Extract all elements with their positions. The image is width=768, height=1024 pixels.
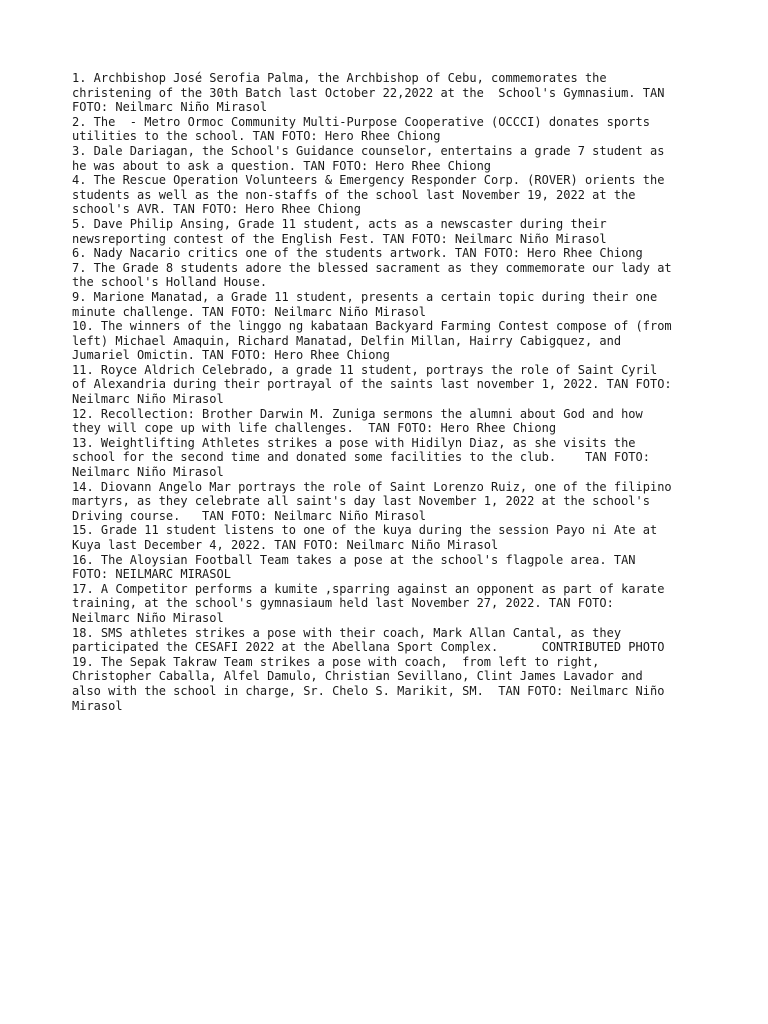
caption-line: 4. The Rescue Operation Volunteers & Emergency Responder Corp. (ROVER) orients the: [72, 173, 665, 188]
caption-line: 1. Archbishop José Serofia Palma, the Archbishop of Cebu, commemorates the: [72, 71, 607, 85]
caption-line: Kuya last December 4, 2022. TAN FOTO: Neilmarc Niño Mirasol: [72, 538, 499, 552]
caption-line: the school's Holland House.: [72, 275, 268, 290]
caption-line: Neilmarc Niño Mirasol: [72, 392, 224, 407]
caption-line: 6. Nady Nacario critics one of the students artwork. TAN FOTO: Hero Rhee Chiong: [72, 246, 643, 261]
caption-line: left) Michael Amaquin, Richard Manatad, Delfin Millan, Hairry Cabigquez, and: [72, 333, 622, 348]
caption-line: they will cope up with life challenges. TAN FOTO: Hero Rhee Chiong: [72, 421, 557, 436]
caption-line: Neilmarc Niño Mirasol: [72, 465, 224, 480]
caption-line: 10. The winners of the linggo ng kabataan Backyard Farming Contest compose of (from: [72, 319, 672, 334]
caption-line: also with the school in charge, Sr. Chelo S. Marikit, SM. TAN FOTO: Neilmarc Niño: [72, 683, 665, 698]
caption-line: 17. A Competitor performs a kumite ,sparring against an opponent as part of karate: [72, 581, 665, 596]
caption-line: utilities to the school. TAN FOTO: Hero Rhee Chiong: [72, 129, 441, 144]
caption-line: Driving course. TAN FOTO: Neilmarc Niño Mirasol: [72, 508, 427, 523]
caption-line: Mirasol: [72, 698, 123, 713]
caption-line: 19. The Sepak Takraw Team strikes a pose with coach, from left to right,: [72, 654, 600, 669]
photo-captions-list: [72, 71, 702, 713]
caption-line: participated the CESAFI 2022 at the Abellana Sport Complex. CONTRIBUTED PHOTO: [72, 640, 665, 655]
caption-line: 5. Dave Philip Ansing, Grade 11 student, acts as a newscaster during their: [72, 216, 607, 231]
caption-line: FOTO: Neilmarc Niño Mirasol: [72, 100, 268, 115]
caption-line: he was about to ask a question. TAN FOTO: Hero Rhee Chiong: [72, 158, 492, 173]
caption-line: 14. Diovann Angelo Mar portrays the role of Saint Lorenzo Ruiz, one of the filipino: [72, 479, 672, 494]
caption-line: of Alexandria during their portrayal of the saints last november 1, 2022. TAN FOTO:: [72, 377, 672, 392]
caption-line: Christopher Caballa, Alfel Damulo, Christian Sevillano, Clint James Lavador and: [72, 669, 643, 684]
caption-line: 3. Dale Dariagan, the School's Guidance counselor, entertains a grade 7 student as: [72, 143, 665, 158]
caption-line: Jumariel Omictin. TAN FOTO: Hero Rhee Chiong: [72, 348, 390, 363]
caption-line: martyrs, as they celebrate all saint's day last November 1, 2022 at the school's: [72, 494, 650, 509]
caption-line: 2. The - Metro Ormoc Community Multi-Purpose Cooperative (OCCCI) donates sports: [72, 114, 650, 129]
caption-line: minute challenge. TAN FOTO: Neilmarc Niño Mirasol: [72, 304, 427, 319]
caption-line: 18. SMS athletes strikes a pose with their coach, Mark Allan Cantal, as they: [72, 625, 622, 640]
caption-line: school for the second time and donated some facilities to the club. TAN FOTO:: [72, 450, 650, 465]
caption-line: 15. Grade 11 student listens to one of the kuya during the session Payo ni Ate at: [72, 523, 658, 538]
caption-line: 9. Marione Manatad, a Grade 11 student, presents a certain topic during their one: [72, 289, 658, 304]
caption-line: newsreporting contest of the English Fest. TAN FOTO: Neilmarc Niño Mirasol: [72, 231, 607, 246]
caption-line: FOTO: NEILMARC MIRASOL: [72, 567, 231, 582]
caption-line: 7. The Grade 8 students adore the blessed sacrament as they commemorate our lady at: [72, 260, 672, 275]
caption-line: training, at the school's gymnasiaum held last November 27, 2022. TAN FOTO:: [72, 596, 614, 611]
caption-line: 13. Weightlifting Athletes strikes a pose with Hidilyn Diaz, as she visits the: [72, 435, 636, 450]
caption-line: 16. The Aloysian Football Team takes a pose at the school's flagpole area. TAN: [72, 552, 636, 567]
caption-line: 11. Royce Aldrich Celebrado, a grade 11 student, portrays the role of Saint Cyril: [72, 362, 658, 377]
caption-line: christening of the 30th Batch last October 22,2022 at the School's Gymnasium. TAN: [72, 85, 665, 100]
caption-line: Neilmarc Niño Mirasol: [72, 610, 224, 625]
caption-line: 12. Recollection: Brother Darwin M. Zuniga sermons the alumni about God and how: [72, 406, 643, 421]
caption-line: students as well as the non-staffs of the school last November 19, 2022 at the: [72, 187, 636, 202]
caption-line: school's AVR. TAN FOTO: Hero Rhee Chiong: [72, 202, 361, 217]
